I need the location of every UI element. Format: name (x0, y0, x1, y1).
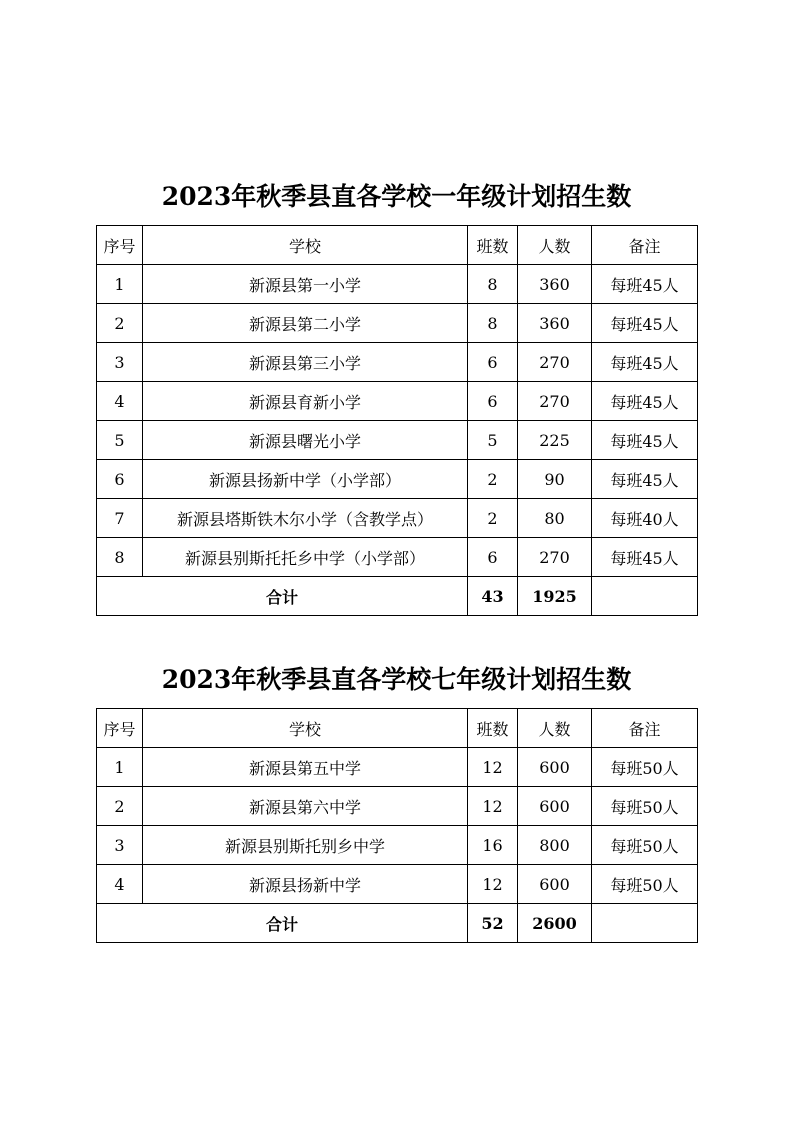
total-note (592, 904, 698, 943)
cell-classes: 6 (468, 382, 518, 421)
table-row (97, 421, 698, 460)
cell-school: 新源县第二小学 (143, 304, 468, 343)
cell-index: 5 (97, 421, 143, 460)
cell-classes: 2 (468, 499, 518, 538)
cell-school: 新源县塔斯铁木尔小学（含教学点） (143, 499, 468, 538)
table-header-row (97, 226, 698, 265)
cell-note: 每班50人 (592, 826, 698, 865)
table-row (97, 460, 698, 499)
total-classes: 43 (468, 577, 518, 616)
cell-classes: 5 (468, 421, 518, 460)
cell-index: 4 (97, 382, 143, 421)
total-classes: 52 (468, 904, 518, 943)
cell-note: 每班50人 (592, 787, 698, 826)
cell-school: 新源县第六中学 (143, 787, 468, 826)
table-row (97, 499, 698, 538)
cell-classes: 12 (468, 748, 518, 787)
grade1-enrollment-table (96, 225, 698, 616)
cell-school: 新源县别斯托别乡中学 (143, 826, 468, 865)
cell-school: 新源县扬新中学 (143, 865, 468, 904)
total-label: 合计 (97, 577, 468, 616)
total-note (592, 577, 698, 616)
cell-students: 360 (518, 265, 592, 304)
cell-students: 800 (518, 826, 592, 865)
cell-school: 新源县别斯托托乡中学（小学部） (143, 538, 468, 577)
table-row (97, 343, 698, 382)
cell-students: 80 (518, 499, 592, 538)
cell-students: 270 (518, 538, 592, 577)
cell-school: 新源县第一小学 (143, 265, 468, 304)
total-row (97, 577, 698, 616)
cell-students: 360 (518, 304, 592, 343)
cell-note: 每班45人 (592, 265, 698, 304)
cell-note: 每班40人 (592, 499, 698, 538)
cell-index: 1 (97, 748, 143, 787)
cell-school: 新源县育新小学 (143, 382, 468, 421)
header-classes: 班数 (468, 226, 518, 265)
header-school: 学校 (143, 709, 468, 748)
cell-classes: 6 (468, 538, 518, 577)
cell-note: 每班50人 (592, 865, 698, 904)
cell-school: 新源县扬新中学（小学部） (143, 460, 468, 499)
cell-classes: 12 (468, 865, 518, 904)
grade7-enrollment-table (96, 708, 698, 943)
header-students: 人数 (518, 709, 592, 748)
cell-classes: 8 (468, 304, 518, 343)
cell-classes: 8 (468, 265, 518, 304)
table-row (97, 748, 698, 787)
header-note: 备注 (592, 709, 698, 748)
cell-students: 600 (518, 787, 592, 826)
cell-note: 每班45人 (592, 382, 698, 421)
cell-school: 新源县曙光小学 (143, 421, 468, 460)
table-row (97, 382, 698, 421)
cell-students: 270 (518, 343, 592, 382)
cell-classes: 6 (468, 343, 518, 382)
header-index: 序号 (97, 226, 143, 265)
table-row (97, 304, 698, 343)
cell-index: 2 (97, 787, 143, 826)
cell-index: 3 (97, 343, 143, 382)
table-row (97, 538, 698, 577)
table1-title: 2023年秋季县直各学校一年级计划招生数 (161, 182, 632, 211)
cell-index: 8 (97, 538, 143, 577)
cell-note: 每班45人 (592, 538, 698, 577)
cell-school: 新源县第五中学 (143, 748, 468, 787)
cell-students: 90 (518, 460, 592, 499)
cell-note: 每班50人 (592, 748, 698, 787)
cell-students: 225 (518, 421, 592, 460)
header-index: 序号 (97, 709, 143, 748)
header-school: 学校 (143, 226, 468, 265)
cell-classes: 2 (468, 460, 518, 499)
cell-index: 2 (97, 304, 143, 343)
header-note: 备注 (592, 226, 698, 265)
cell-note: 每班45人 (592, 343, 698, 382)
cell-classes: 16 (468, 826, 518, 865)
cell-index: 6 (97, 460, 143, 499)
header-students: 人数 (518, 226, 592, 265)
table-row (97, 787, 698, 826)
table-row (97, 826, 698, 865)
cell-index: 1 (97, 265, 143, 304)
cell-students: 600 (518, 865, 592, 904)
cell-index: 7 (97, 499, 143, 538)
total-students: 2600 (518, 904, 592, 943)
total-label: 合计 (97, 904, 468, 943)
table-row (97, 865, 698, 904)
cell-students: 600 (518, 748, 592, 787)
table-row (97, 265, 698, 304)
table-header-row (97, 709, 698, 748)
header-classes: 班数 (468, 709, 518, 748)
cell-students: 270 (518, 382, 592, 421)
total-students: 1925 (518, 577, 592, 616)
cell-index: 4 (97, 865, 143, 904)
cell-index: 3 (97, 826, 143, 865)
cell-note: 每班45人 (592, 460, 698, 499)
cell-note: 每班45人 (592, 421, 698, 460)
total-row (97, 904, 698, 943)
cell-school: 新源县第三小学 (143, 343, 468, 382)
cell-note: 每班45人 (592, 304, 698, 343)
table2-title: 2023年秋季县直各学校七年级计划招生数 (161, 665, 632, 694)
cell-classes: 12 (468, 787, 518, 826)
